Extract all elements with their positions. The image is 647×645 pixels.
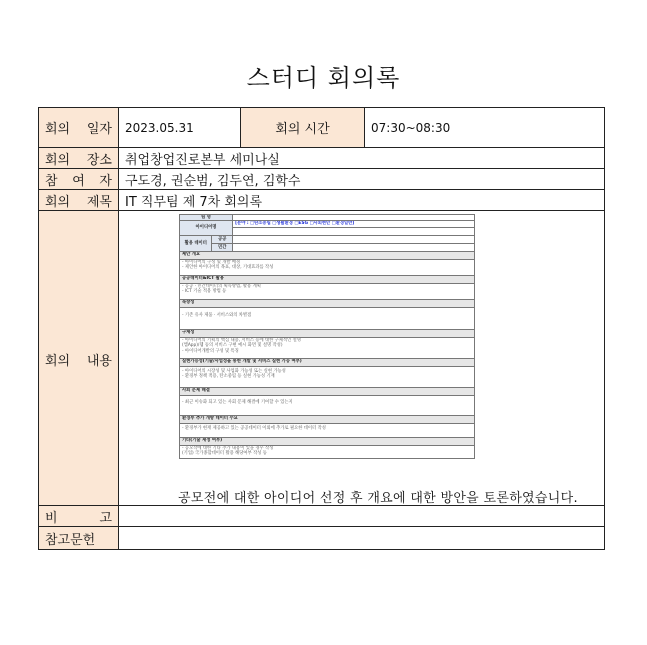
document-title: 스터디 회의록 bbox=[246, 64, 401, 92]
reference-row bbox=[39, 527, 605, 550]
form-use-data-label: 활용 데이터 bbox=[180, 235, 212, 251]
idea-form-table: 팀 명 아이디어명 [분야 : □탄소중립 □생활환경 □ESG □사회현안 □환경일반] 활용 데이터 공공 민간 제안 개요 - 아이디어의 구성 및 개발 배경 - 제안한 아이디어의 목표, 대상, 기대효과를 작성 공공데이터&ICT 활용 - 공공 · 민간데이터의 획득방법, 활용 계획 - ICT 기술 적용 방법 등 독창성 - 기존 유사 제품 · 서비스와의 차별점 구체성 - 아이디어의 기획의 핵심 내용, 서비스 등에 대한 구체적인 설명 (앱App)/웹 등의 서비스 구현 예시 화면 및 설명 작성) - 아이디어개발의 구성 및 특징 실현가능성(기술/사업성을 통한 개발 및 서비스 실현 가능 여부) - 아이디어의 시장성 및 사업화 가능성 또는 실현 가능성 - 환경부 정책 적용, 탄소중립 등 실현 가능성 기재 사회 문제 해결 - 최근 이슈화 되고 있는 사회 문제 해결에 기여할 수 있는지 환경부 추가 개방 데이터 수요 - 환경부가 현재 제공하고 있는 공공데이터 이외에 추가로 필요한 데이터 작성 기타(기술 재정 여부) - 공모작에 대한 기타 추가 내용이 있을 경우 작성 (기업) 국가종합데이터 활용 해당여부 작성 등 bbox=[179, 214, 475, 459]
form-section-heading: 제안 개요 bbox=[180, 251, 475, 259]
form-team-label: 팀 명 bbox=[180, 215, 233, 221]
attendees-value: 구도경, 권순범, 김두연, 김학수 bbox=[119, 169, 605, 190]
form-section-heading: 구체성 bbox=[180, 329, 475, 337]
note-label: 비 고 bbox=[39, 506, 119, 527]
place-row bbox=[39, 148, 605, 169]
subject-value: IT 직무팀 제 7차 회의록 bbox=[119, 190, 605, 211]
form-section-heading: 기타(기술 재정 여부) bbox=[180, 437, 475, 445]
form-section-heading: 환경부 추가 개방 데이터 수요 bbox=[180, 415, 475, 423]
place-value: 취업창업진로본부 세미나실 bbox=[119, 148, 605, 169]
content-row bbox=[39, 211, 605, 506]
form-public-label: 공공 bbox=[212, 235, 233, 243]
attendees-label: 참 여 자 bbox=[39, 169, 119, 190]
form-section-heading: 사회 문제 해결 bbox=[180, 387, 475, 395]
form-section-heading: 실현가능성(기술/사업성을 통한 개발 및 서비스 실현 가능 여부) bbox=[180, 358, 475, 366]
note-value bbox=[119, 506, 605, 527]
time-label: 회의 시간 bbox=[241, 108, 365, 148]
date-value: 2023.05.31 bbox=[119, 108, 241, 148]
reference-value bbox=[119, 527, 605, 550]
subject-label: 회의 제목 bbox=[39, 190, 119, 211]
attendees-row bbox=[39, 169, 605, 190]
date-row bbox=[39, 108, 605, 148]
date-label: 회의 일자 bbox=[39, 108, 119, 148]
form-section-heading: 독창성 bbox=[180, 299, 475, 307]
content-cell bbox=[119, 211, 605, 506]
meeting-minutes-table bbox=[38, 107, 605, 550]
form-idea-label: 아이디어명 bbox=[180, 221, 233, 235]
time-value: 07:30~08:30 bbox=[365, 108, 605, 148]
form-private-label: 민간 bbox=[212, 243, 233, 251]
form-section-heading: 공공데이터&ICT 활용 bbox=[180, 275, 475, 283]
note-row bbox=[39, 506, 605, 527]
form-idea-value bbox=[233, 227, 475, 235]
place-label: 회의 장소 bbox=[39, 148, 119, 169]
subject-row bbox=[39, 190, 605, 211]
content-summary: 공모전에 대한 아이디어 선정 후 개요에 대한 방안을 토론하였습니다. bbox=[178, 491, 578, 506]
content-label: 회의 내용 bbox=[39, 211, 119, 506]
form-field-options: [분야 : □탄소중립 □생활환경 □ESG □사회현안 □환경일반] bbox=[233, 221, 475, 227]
reference-label: 참고문헌 bbox=[39, 527, 119, 550]
idea-form-image bbox=[179, 214, 475, 456]
